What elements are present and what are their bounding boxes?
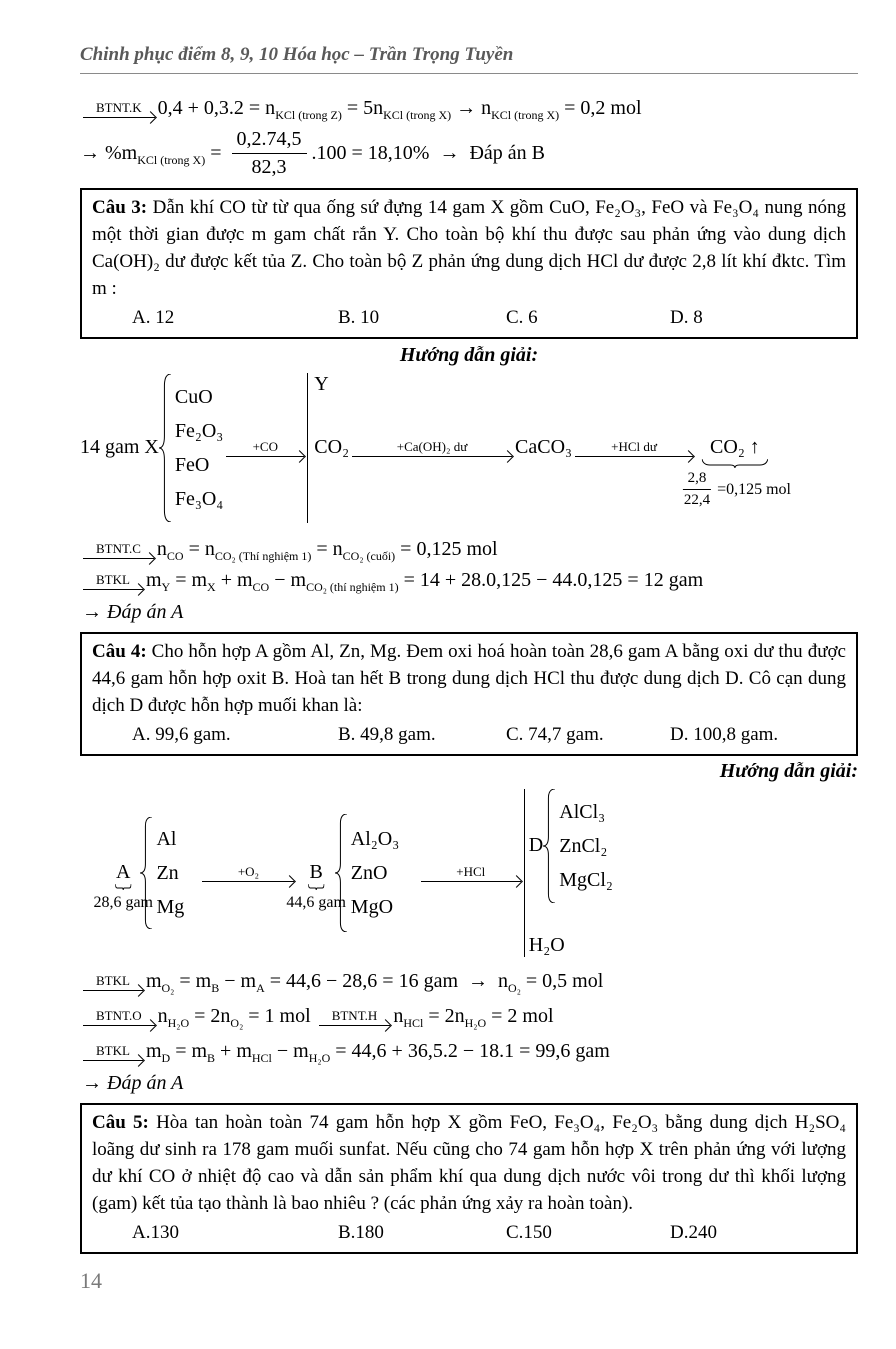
solid-y: Y	[314, 372, 329, 395]
labeled-arrow: +HCl	[421, 865, 521, 890]
answer-option-a: A. 12	[132, 306, 175, 328]
arrow-shaft-icon	[421, 881, 521, 890]
question-text: Câu 5: Hòa tan hoàn toàn 74 gam hỗn hợp X gồm FeO, Fe₃O₄, Fe₂O₃ bằng dung dịch H₂SO₄ loãng dư sinh ra 178 gam muối sunfat. Nếu cũng cho 74 gam hỗn hợp X trên phản ứng với lượng dư khí CO ở nhiệt độ cao và dẫn sản phẩm khí qua dung dịch nước vôi trong dư thì khối lượng (gam) kết tủa tạo thành là bao nhiêu ? (các phản ứng xảy ra hoàn toàn).	[92, 1111, 846, 1214]
arrow-shaft-icon	[319, 1025, 391, 1034]
gas-co2: CO₂	[314, 436, 350, 459]
arrow-shaft-icon	[202, 881, 294, 890]
mixture-b-items: Al₂O₃ ZnO MgO	[350, 827, 400, 918]
arrow-shaft-icon	[83, 117, 155, 126]
formula-text: $m_Y = m_X + m_{CO} - m_{CO_2 (thí nghiệm 1)} = 14 + 28.0,125 - 44.0,125 = 12$ gam	[145, 568, 704, 594]
page-header	[80, 44, 858, 74]
arrow-shaft-icon	[83, 990, 143, 999]
mixture-b-group	[286, 861, 346, 912]
labeled-arrow: BTNT.O	[83, 1009, 155, 1034]
mixture-b: B	[309, 861, 323, 884]
formula-btnt-k	[80, 96, 858, 121]
answer-option-b: B.180	[338, 1221, 384, 1243]
labeled-arrow: BTNT.H	[319, 1009, 391, 1034]
arrow-shaft-icon	[575, 456, 693, 465]
gas-co2-up: CO₂ ↑	[710, 436, 760, 459]
labeled-arrow: +O₂	[202, 865, 294, 890]
answer-key-4: → Đáp án A	[82, 1071, 184, 1094]
arrow-shaft-icon	[83, 558, 154, 567]
formula-btkl-3	[80, 1039, 858, 1064]
formula-btnt-o-h	[80, 1004, 858, 1029]
arrow-shaft-icon	[352, 456, 512, 465]
question-box-3	[80, 188, 858, 339]
answer-row	[92, 1219, 846, 1246]
labeled-arrow: BTKL	[83, 1044, 143, 1069]
answer-option-c: C. 6	[506, 306, 538, 328]
arrow-shaft-icon	[83, 1060, 143, 1069]
labeled-arrow: BTNT.C	[83, 542, 154, 567]
formula-text: $n_{CO} = n_{CO_2 (Thí nghiệm 1)} = n_{CO_2 (cuối)} = 0,125$ mol	[156, 537, 498, 563]
labeled-arrow	[83, 101, 155, 126]
formula-text: .100 = 18,10% → Đáp án B	[311, 141, 545, 164]
labeled-arrow: BTKL	[83, 974, 143, 999]
solution-heading: Hướng dẫn giải:	[719, 759, 858, 782]
arrow-shaft-icon	[83, 1025, 155, 1034]
answer-option-b: B. 10	[338, 306, 380, 328]
answer-option-d: D. 100,8 gam.	[670, 723, 779, 745]
mixture-x-items: CuO Fe₂O₃ FeO Fe₃O₄	[174, 385, 224, 510]
products-divider	[524, 789, 613, 957]
arrow-label: BTNT.K	[96, 100, 142, 115]
solution-d-items: AlCl₃ ZnCl₂ MgCl₂	[559, 800, 613, 891]
mass-annotation: 44,6 gam	[286, 884, 346, 913]
formula-text: $n_{H_2O} = 2n_{O_2} = 1$ mol	[157, 1004, 316, 1030]
answer-option-b: B. 49,8 gam.	[338, 723, 436, 745]
arrow-shaft-icon	[226, 456, 304, 465]
reaction-scheme-2	[80, 789, 858, 957]
question-box-4	[80, 632, 858, 756]
left-brace-icon	[543, 789, 556, 903]
question-box-5	[80, 1103, 858, 1254]
fraction: $\frac{2,8}{22,4}$	[683, 470, 711, 509]
answer-option-d: D.240	[670, 1221, 717, 1243]
formula-text: $n_{HCl} = 2n_{H_2O} = 2$ mol	[393, 1004, 554, 1030]
answer-row	[92, 304, 846, 331]
formula-text: → $\%m_{KCl (trong X)}$ =	[80, 141, 227, 167]
answer-option-c: C.150	[506, 1221, 552, 1243]
labeled-arrow: +CO	[226, 440, 304, 465]
underbrace-icon	[308, 884, 324, 890]
mixture-a-group	[93, 861, 153, 912]
book-title: Chinh phục điểm 8, 9, 10 Hóa học – Trần Trọng Tuyền	[80, 44, 514, 65]
mass-annotation: 28,6 gam	[93, 884, 153, 913]
question-text: Câu 3: Dẫn khí CO từ từ qua ống sứ đựng 14 gam X gồm CuO, Fe₂O₃, FeO và Fe₃O₄ nung nóng một thời gian được m gam chất rắn Y. Cho toàn bộ khí thu được sau phản ứng vào dung dịch Ca(OH)₂ dư được kết tủa Z. Cho toàn bộ Z phản ứng dung dịch HCl dư được 2,8 lít khí đktc. Tìm m :	[92, 196, 846, 299]
labeled-arrow: BTKL	[83, 573, 143, 598]
underbrace-icon	[702, 459, 768, 468]
formula-text: $m_{O_2} = m_B - m_A = 44,6 - 28,6 = 16$ gam → $n_{O_2} = 0,5$ mol	[145, 969, 604, 995]
labeled-arrow: +HCl dư	[575, 440, 693, 465]
solution-d: D	[528, 834, 544, 857]
final-gas-group	[683, 436, 791, 509]
water-product: H₂O	[528, 933, 565, 956]
answer-option-c: C. 74,7 gam.	[506, 723, 604, 745]
question-label: Câu 5:	[92, 1111, 149, 1133]
products-divider	[307, 373, 349, 523]
precipitate-caco3: CaCO₃	[515, 436, 573, 459]
answer-option-a: A. 99,6 gam.	[132, 723, 231, 745]
underbrace-icon	[115, 884, 131, 890]
left-brace-icon	[159, 374, 172, 522]
formula-btkl-1	[80, 568, 858, 593]
formula-text: $0,4 + 0,3.2 = n_{KCl (trong Z)} = 5n_{KCl (trong X)} \to n_{KCl (trong X)} = 0,2$ mol	[157, 96, 642, 122]
question-label: Câu 4:	[92, 640, 147, 662]
question-label: Câu 3:	[92, 196, 148, 218]
formula-percent-kcl	[80, 127, 858, 180]
formula-btnt-c	[80, 537, 858, 562]
question-text: Câu 4: Cho hỗn hợp A gồm Al, Zn, Mg. Đem oxi hoá hoàn toàn 28,6 gam A bằng oxi dư thu được 44,6 gam hỗn hợp oxit B. Hoà tan hết B trong dung dịch HCl thu được dung dịch D. Cô cạn dung dịch D được hỗn hợp muối khan là:	[92, 640, 846, 716]
answer-option-d: D. 8	[670, 306, 703, 328]
reaction-scheme-1	[80, 369, 858, 527]
answer-option-a: A.130	[132, 1221, 179, 1243]
scheme-lead: 14 gam X	[80, 436, 159, 459]
labeled-arrow: +Ca(OH)₂ dư	[352, 440, 512, 465]
answer-key-3: → Đáp án A	[82, 600, 184, 623]
answer-row	[92, 721, 846, 748]
mixture-a: A	[116, 861, 131, 884]
left-brace-icon	[335, 814, 348, 932]
solution-d-group	[529, 789, 613, 903]
solution-heading: Hướng dẫn giải:	[399, 343, 539, 366]
formula-text: $m_D = m_B + m_{HCl} - m_{H_2O} = 44,6 + 36,5.2 - 18.1 = 99,6$ gam	[145, 1039, 610, 1065]
formula-btkl-2	[80, 969, 858, 994]
mole-annotation: $\frac{2,8}{22,4}$ =0,125 mol	[679, 459, 791, 510]
fraction: $\frac{0,2.74,5}{82,3}$	[232, 127, 307, 180]
mixture-a-items: Al Zn Mg	[156, 827, 185, 918]
arrow-shaft-icon	[83, 589, 143, 598]
page-number: 14	[80, 1267, 102, 1293]
